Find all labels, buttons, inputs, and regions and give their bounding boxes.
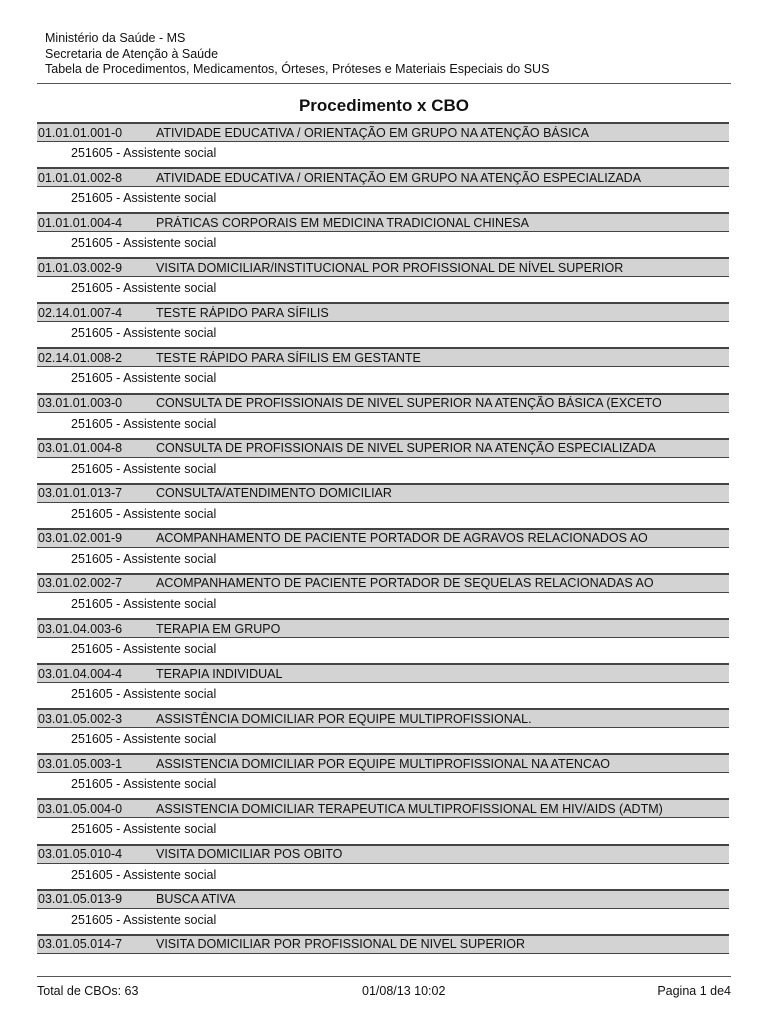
cbo-entry: 251605 - Assistente social [71, 416, 217, 431]
header-divider [37, 83, 731, 84]
procedure-entry [37, 212, 729, 257]
procedure-entry [37, 483, 729, 528]
procedure-code: 01.01.01.001-0 [38, 125, 123, 140]
procedure-code: 03.01.01.013-7 [38, 486, 123, 501]
page-number: Pagina 1 de4 [657, 984, 731, 998]
print-datetime: 01/08/13 10:02 [362, 984, 446, 998]
procedure-name: ASSISTENCIA DOMICILIAR POR EQUIPE MULTIPROFISSIONAL NA ATENCAO [156, 756, 611, 771]
procedure-entry [37, 753, 729, 798]
procedure-entry [37, 393, 729, 438]
cbo-entry: 251605 - Assistente social [71, 867, 217, 882]
procedure-row [37, 844, 729, 864]
procedure-row [37, 573, 729, 593]
procedure-code: 03.01.05.004-0 [38, 801, 123, 816]
procedure-code: 03.01.05.010-4 [38, 847, 123, 861]
procedure-entry [37, 934, 729, 979]
procedure-code: 03.01.05.014-7 [38, 937, 123, 952]
procedure-name: VISITA DOMICILIAR POS OBITO [156, 847, 343, 861]
procedure-name: TESTE RÁPIDO PARA SÍFILIS EM GESTANTE [156, 350, 421, 365]
procedure-row [37, 122, 729, 142]
procedure-name: VISITA DOMICILIAR POR PROFISSIONAL DE NIVEL SUPERIOR [156, 937, 526, 952]
procedure-entry [37, 347, 729, 392]
procedure-row [37, 663, 729, 683]
cbo-entry: 251605 - Assistente social [71, 371, 217, 386]
cbo-entry: 251605 - Assistente social [71, 146, 217, 160]
procedure-code: 03.01.02.002-7 [38, 576, 123, 591]
procedure-code: 03.01.01.004-8 [38, 441, 123, 456]
page-title: Procedimento x CBO [298, 96, 470, 115]
procedure-name: TERAPIA EM GRUPO [156, 621, 281, 636]
procedure-entry [37, 302, 729, 347]
cbo-entry: 251605 - Assistente social [71, 687, 217, 702]
cbo-entry: 251605 - Assistente social [71, 236, 217, 251]
procedure-row [37, 212, 729, 232]
procedure-entry [37, 844, 729, 889]
procedure-entry [37, 663, 729, 708]
cbo-entry: 251605 - Assistente social [71, 777, 217, 792]
procedure-code: 01.01.01.004-4 [38, 215, 123, 230]
cbo-entry: 251605 - Assistente social [71, 822, 217, 837]
header-secretariat: Secretaria de Atenção à Saúde [45, 46, 219, 61]
procedure-name: PRÁTICAS CORPORAIS EM MEDICINA TRADICIONAL CHINESA [156, 215, 529, 230]
procedure-entry [37, 618, 729, 663]
header-ministry: Ministério da Saúde - MS [45, 31, 186, 45]
procedure-name: ATIVIDADE EDUCATIVA / ORIENTAÇÃO EM GRUPO NA ATENÇÃO ESPECIALIZADA [156, 170, 642, 185]
procedure-name: ASSISTENCIA DOMICILIAR TERAPEUTICA MULTIPROFISSIONAL EM HIV/AIDS (ADTM) [156, 801, 663, 816]
cbo-entry: 251605 - Assistente social [71, 551, 217, 566]
cbo-entry: 251605 - Assistente social [71, 642, 217, 657]
procedure-row [37, 798, 729, 818]
procedure-code: 03.01.01.003-0 [38, 396, 123, 411]
procedure-name: CONSULTA/ATENDIMENTO DOMICILIAR [156, 486, 392, 501]
procedure-list [37, 122, 729, 979]
procedure-code: 03.01.05.002-3 [38, 711, 123, 726]
procedure-name: TESTE RÁPIDO PARA SÍFILIS [156, 305, 329, 320]
cbo-entry: 251605 - Assistente social [71, 596, 217, 611]
procedure-code: 03.01.02.001-9 [38, 531, 123, 546]
footer-divider [37, 976, 731, 977]
document-header [45, 31, 549, 78]
procedure-code: 02.14.01.008-2 [38, 350, 123, 365]
procedure-code: 03.01.04.004-4 [38, 666, 123, 681]
procedure-row [37, 167, 729, 187]
procedure-code: 02.14.01.007-4 [38, 305, 123, 320]
procedure-row [37, 528, 729, 548]
procedure-name: CONSULTA DE PROFISSIONAIS DE NIVEL SUPERIOR NA ATENÇÃO BÁSICA (EXCETO [156, 396, 662, 411]
procedure-code: 01.01.03.002-9 [38, 260, 123, 275]
header-table-name: Tabela de Procedimentos, Medicamentos, Órteses, Próteses e Materiais Especiais do SUS [45, 62, 550, 76]
cbo-entry: 251605 - Assistente social [71, 506, 217, 521]
procedure-code: 03.01.05.013-9 [38, 892, 123, 907]
procedure-entry [37, 708, 729, 753]
procedure-entry [37, 257, 729, 302]
total-cbos: Total de CBOs: 63 [37, 984, 139, 998]
procedure-entry [37, 798, 729, 843]
procedure-name: TERAPIA INDIVIDUAL [156, 666, 283, 681]
procedure-entry [37, 167, 729, 212]
procedure-row [37, 708, 729, 728]
procedure-row [37, 618, 729, 638]
procedure-row [37, 393, 729, 413]
cbo-entry: 251605 - Assistente social [71, 461, 217, 476]
procedure-code: 03.01.04.003-6 [38, 621, 123, 636]
procedure-entry [37, 573, 729, 618]
procedure-row [37, 302, 729, 322]
procedure-entry [37, 122, 729, 167]
procedure-code: 03.01.05.003-1 [38, 756, 123, 771]
cbo-entry: 251605 - Assistente social [71, 732, 217, 747]
procedure-row [37, 753, 729, 773]
procedure-name: ACOMPANHAMENTO DE PACIENTE PORTADOR DE AGRAVOS RELACIONADOS AO [156, 531, 648, 546]
cbo-entry: 251605 - Assistente social [71, 912, 217, 927]
procedure-row [37, 889, 729, 909]
procedure-name: ASSISTÊNCIA DOMICILIAR POR EQUIPE MULTIPROFISSIONAL. [156, 711, 532, 726]
procedure-entry [37, 528, 729, 573]
procedure-entry [37, 438, 729, 483]
procedure-name: BUSCA ATIVA [156, 892, 236, 907]
procedure-row [37, 438, 729, 458]
procedure-name: ACOMPANHAMENTO DE PACIENTE PORTADOR DE SEQUELAS RELACIONADAS AO [156, 576, 654, 591]
procedure-row [37, 483, 729, 503]
procedure-row [37, 257, 729, 277]
procedure-code: 01.01.01.002-8 [38, 170, 123, 185]
procedure-row [37, 934, 729, 954]
procedure-entry [37, 889, 729, 934]
procedure-name: ATIVIDADE EDUCATIVA / ORIENTAÇÃO EM GRUPO NA ATENÇÃO BÁSICA [156, 125, 589, 140]
cbo-entry: 251605 - Assistente social [71, 191, 217, 206]
cbo-entry: 251605 - Assistente social [71, 326, 217, 341]
procedure-name: VISITA DOMICILIAR/INSTITUCIONAL POR PROFISSIONAL DE NÍVEL SUPERIOR [156, 260, 624, 275]
cbo-entry: 251605 - Assistente social [71, 281, 217, 296]
procedure-row [37, 347, 729, 367]
procedure-name: CONSULTA DE PROFISSIONAIS DE NIVEL SUPERIOR NA ATENÇÃO ESPECIALIZADA [156, 441, 656, 456]
